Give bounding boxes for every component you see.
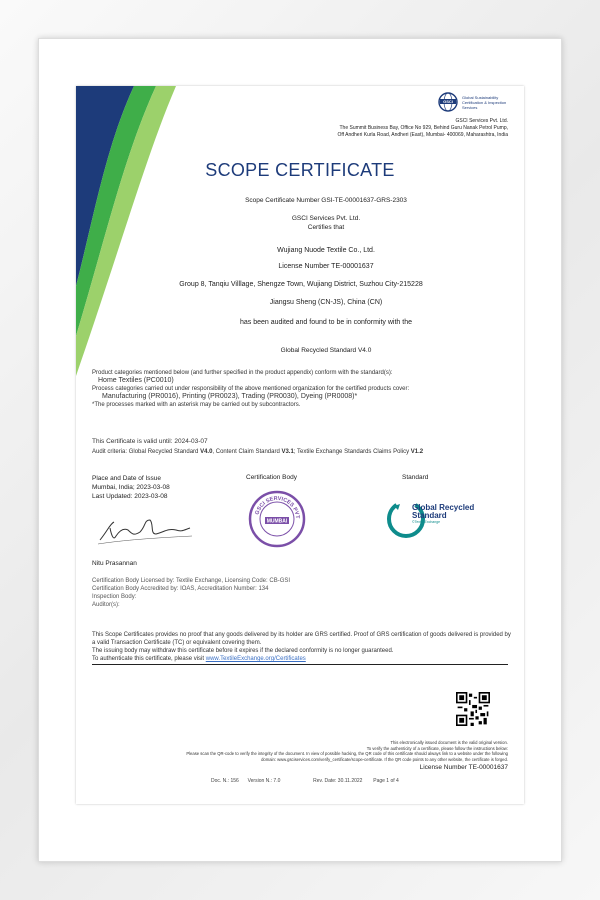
licensing-code: CB-GSI: [269, 578, 291, 584]
audit-text: ; Textile Exchange Standards Claims Policy: [293, 449, 410, 455]
footer-text: This electronically issued document is the valid original version.: [390, 740, 508, 745]
authentication-link[interactable]: www.TextileExchange.org/Certificates: [205, 656, 306, 662]
accreditation-number: 134: [258, 586, 269, 592]
audit-label: Audit criteria:: [92, 449, 128, 455]
accreditation-label: , Accreditation Number:: [194, 586, 257, 592]
footer-license: License Number TE-00001637: [419, 764, 508, 771]
licensed-by-label: Certification Body Licensed by:: [92, 578, 175, 584]
page-number: Page 1 of 4: [373, 778, 399, 784]
gsci-globe-icon: [436, 92, 460, 112]
footer-verify-block: [88, 740, 508, 762]
org-logo-text: [462, 95, 522, 110]
issue-column: [92, 474, 170, 501]
audit-version: V1.2: [410, 449, 424, 455]
holder-region: Jiangsu Sheng (CN-JS), China (CN): [269, 299, 383, 306]
cert-body-heading: Certification Body: [246, 474, 297, 481]
issue-heading: Place and Date of Issue: [92, 475, 162, 482]
certificate-title: SCOPE CERTIFICATE: [205, 160, 395, 180]
validity-line: [92, 438, 512, 446]
company-stamp: [248, 490, 306, 548]
holder-name: Wujiang Nuode Textile Co., Ltd.: [277, 247, 375, 254]
auditors: Auditor(s):: [92, 602, 120, 608]
signature: [94, 510, 194, 550]
audit-criteria: [92, 448, 512, 456]
audit-version: V3.1: [281, 449, 294, 455]
certificate-number: Scope Certificate Number GSI-TE-00001637-GRS-2303: [245, 197, 407, 204]
grs-logo-line: Standard: [412, 511, 447, 520]
svg-text:GSCI SERVICES PVT LTD: GSCI SERVICES PVT: [254, 495, 301, 519]
product-section: [92, 369, 512, 409]
product-categories: Home Textiles (PC0010): [98, 377, 174, 384]
certificate-paper: [76, 86, 524, 804]
grs-logo-line: ©TextileExchange: [412, 520, 441, 524]
licensed-by: Textile Exchange: [175, 578, 222, 584]
svg-text:GSCI: GSCI: [443, 99, 453, 105]
validity-date: 2024-03-07: [174, 438, 208, 445]
issuer-address-block: [208, 118, 508, 139]
issuer-company: GSCI Services Pvt. Ltd.: [455, 118, 508, 124]
issuer-name: GSCI Services Pvt. Ltd.: [291, 215, 361, 222]
divider: [92, 664, 508, 665]
org-logo-line: Services: [462, 105, 478, 110]
disclaimer-text: This Scope Certificates provides no proof that any goods delivered by its holder are GRS certified. Proof of GRS certification of goods delivered is provided by a valid Transaction Certificate (TC) or equivalent covering them.: [92, 632, 511, 646]
issuer-address-line: The Summit Business Bay, Office No 929, Behind Guru Nanak Petrol Pump,: [339, 125, 508, 131]
issuer-address-line: Off Andheri Kurla Road, Andheri (East), Mumbai- 400069, Maharashtra, India: [337, 132, 508, 138]
issue-place: Mumbai, India; 2023-03-08: [92, 484, 170, 491]
audit-version: V4.0: [200, 449, 213, 455]
disclaimer-block: [92, 631, 512, 663]
validity-label: This Certificate is valid until:: [92, 438, 173, 445]
version-number: Version N.: 7.0: [247, 778, 281, 784]
audit-text: Global Recycled Standard: [128, 449, 199, 455]
disclaimer-text: To authenticate this certificate, please visit: [92, 656, 205, 662]
footer-text: Please scan the QR-code to verify the integrity of the document. In view of possible hacking, the QR code of this certificate should always link to a website under the following: [186, 751, 508, 757]
holder-address: Group 8, Tanqiu Villlage, Shengze Town, Wujiang District, Suzhou City-215228: [179, 281, 423, 288]
document-meta: [211, 778, 511, 785]
audit-text: , Content Claim Standard: [212, 449, 280, 455]
signer-name: Nitu Prasannan: [92, 560, 137, 567]
standard-heading: Standard: [402, 474, 429, 481]
product-intro: Product categories mentioned below (and further specified in the product appendix) conform with the standard(s):: [92, 370, 393, 376]
licensing-code-label: , Licensing Code:: [221, 578, 268, 584]
process-intro: Process categories carried out under responsibility of the above mentioned organization for the certified products cover:: [92, 386, 410, 392]
standard-name: Global Recycled Standard V4.0: [280, 347, 372, 354]
inspection-body: Inspection Body:: [92, 594, 137, 600]
accredited-by: IOAS: [180, 586, 195, 592]
asterisk-note: *The processes marked with an asterisk may be carried out by subcontractors.: [92, 402, 301, 408]
audited-statement: has been audited and found to be in conformity with the: [239, 319, 412, 326]
grs-logo-line: Global Recycled: [412, 503, 475, 512]
accreditation-block: [92, 577, 512, 609]
org-logo-line: Global Sustainability: [462, 95, 499, 100]
last-updated: Last Updated: 2023-03-08: [92, 493, 168, 500]
license-number: License Number TE-00001637: [278, 263, 374, 270]
grs-logo-text: [412, 504, 474, 525]
qr-code[interactable]: [456, 692, 490, 726]
accredited-label: Certification Body Accredited by:: [92, 586, 179, 592]
certifies-text: Certifies that: [307, 224, 345, 231]
disclaimer-text: The issuing body may withdraw this certificate before it expires if the declared conformity is no longer guaranteed.: [92, 648, 394, 654]
org-logo-line: Certification & Inspection: [462, 100, 507, 105]
svg-text:MUMBAI: MUMBAI: [266, 518, 288, 525]
revision-date: Rev. Date: 30.11.2022: [313, 778, 363, 784]
process-categories: Manufacturing (PR0016), Printing (PR0023), Trading (PR0030), Dyeing (PR0008)*: [102, 393, 358, 400]
decorative-swoosh: [76, 86, 206, 386]
doc-number: Doc. N.: 156: [211, 778, 239, 784]
footer-text: domain: www.gsciservices.com/verify_certificate/scope-certificate. If the QR code points to any other website, the certificate is forged.: [261, 756, 508, 762]
footer-text: To verify the authenticity of a certificate, please follow the instructions below:: [366, 745, 508, 751]
